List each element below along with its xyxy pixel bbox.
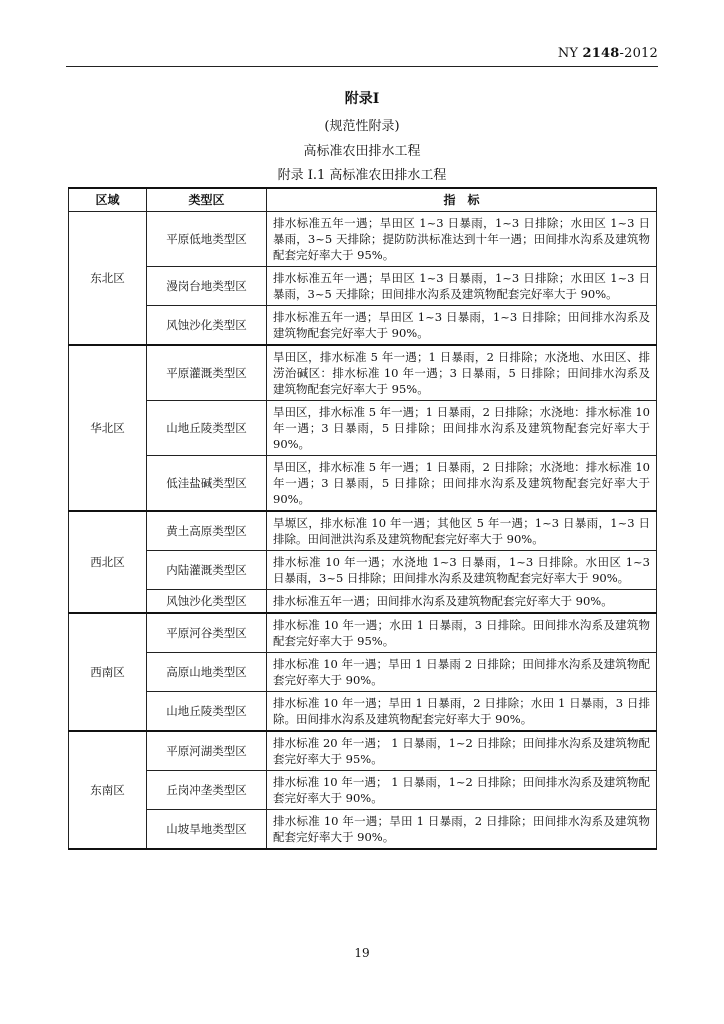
indicator-cell: 排水标准 10 年一遇； 1 日暴雨，1~2 日排除；田间排水沟系及建筑物配套完好率大于 90%。: [267, 771, 657, 810]
table-row: [69, 511, 657, 551]
drainage-table: [68, 187, 657, 850]
table-row: [69, 456, 657, 512]
indicator-cell: 排水标准 10 年一遇；旱田 1 日暴雨，2 日排除；田间排水沟系及建筑物配套完好率大于 90%。: [267, 810, 657, 850]
table-body: [69, 212, 657, 850]
table-row: [69, 613, 657, 653]
indicator-cell: 排水标准五年一遇；田间排水沟系及建筑物配套完好率大于 90%。: [267, 590, 657, 614]
standard-year: -2012: [619, 46, 658, 61]
type-cell: 内陆灌溉类型区: [147, 551, 267, 590]
table-row: [69, 771, 657, 810]
table-row: [69, 653, 657, 692]
standard-number: 2148: [582, 46, 620, 61]
indicator-cell: 排水标准五年一遇；旱田区 1~3 日暴雨，1~3 日排除；水田区 1~3 日暴雨，3~5 天排除；提防防洪标准达到十年一遇；田间排水沟系及建筑物配套完好率大于 95%。: [267, 212, 657, 267]
indicator-cell: 旱田区，排水标准 5 年一遇；1 日暴雨，2 日排除；水浇地：排水标准 10 年一遇；3 日暴雨，5 日排除；田间排水沟系及建筑物配套完好率大于 90%。: [267, 401, 657, 456]
table-row: [69, 267, 657, 306]
indicator-cell: 排水标准 10 年一遇；水田 1 日暴雨，3 日排除。田间排水沟系及建筑物配套完好率大于 95%。: [267, 613, 657, 653]
table-row: [69, 731, 657, 771]
page-number: 19: [354, 946, 370, 960]
indicator-cell: 旱田区，排水标准 5 年一遇；1 日暴雨，2 日排除；水浇地：排水标准 10 年一遇；3 日暴雨，5 日排除；田间排水沟系及建筑物配套完好率大于 90%。: [267, 456, 657, 512]
table-row: [69, 590, 657, 614]
header-region: 区域: [69, 188, 147, 212]
region-cell: 东南区: [69, 731, 147, 849]
table-title: 附录 I.1 高标准农田排水工程: [277, 168, 447, 183]
table-row: [69, 810, 657, 850]
indicator-cell: 旱田区，排水标准 5 年一遇；1 日暴雨，2 日排除；水浇地、水田区、排涝治碱区：排水标准 10 年一遇；3 日暴雨，5 日排除；田间排水沟系及建筑物配套完好率大于 95%。: [267, 345, 657, 401]
region-cell: 西北区: [69, 511, 147, 613]
indicator-cell: 排水标准五年一遇；旱田区 1~3 日暴雨，1~3 日排除；水田区 1~3 日暴雨，3~5 天排除；田间排水沟系及建筑物配套完好率大于 90%。: [267, 267, 657, 306]
type-cell: 山地丘陵类型区: [147, 401, 267, 456]
indicator-cell: 排水标准 10 年一遇；旱田 1 日暴雨，2 日排除；水田 1 日暴雨，3 日排除。田间排水沟系及建筑物配套完好率大于 90%。: [267, 692, 657, 732]
appendix-subject: 高标准农田排水工程: [303, 144, 421, 159]
table-row: [69, 551, 657, 590]
type-cell: 平原河湖类型区: [147, 731, 267, 771]
header-rule: [66, 66, 658, 67]
header-indicator: 指 标: [267, 188, 657, 212]
table-header-row: [69, 188, 657, 212]
type-cell: 山地丘陵类型区: [147, 692, 267, 732]
indicator-cell: 排水标准五年一遇；旱田区 1~3 日暴雨，1~3 日排除；田间排水沟系及建筑物配套完好率大于 90%。: [267, 306, 657, 346]
type-cell: 山坡旱地类型区: [147, 810, 267, 850]
header-type: 类型区: [147, 188, 267, 212]
type-cell: 低洼盐碱类型区: [147, 456, 267, 512]
indicator-cell: 排水标准 20 年一遇； 1 日暴雨，1~2 日排除；田间排水沟系及建筑物配套完好率大于 95%。: [267, 731, 657, 771]
type-cell: 平原灌溉类型区: [147, 345, 267, 401]
table-row: [69, 692, 657, 732]
table-row: [69, 306, 657, 346]
appendix-title: 附录I: [344, 91, 380, 107]
type-cell: 黄土高原类型区: [147, 511, 267, 551]
type-cell: 平原河谷类型区: [147, 613, 267, 653]
standard-code: [558, 46, 658, 61]
type-cell: 高原山地类型区: [147, 653, 267, 692]
region-cell: 华北区: [69, 345, 147, 511]
standard-prefix: NY: [557, 46, 583, 61]
type-cell: 风蚀沙化类型区: [147, 306, 267, 346]
region-cell: 西南区: [69, 613, 147, 731]
region-cell: 东北区: [69, 212, 147, 346]
indicator-cell: 旱塬区，排水标准 10 年一遇；其他区 5 年一遇；1~3 日暴雨，1~3 日排除。田间泄洪沟系及建筑物配套完好率大于 90%。: [267, 511, 657, 551]
table-row: [69, 401, 657, 456]
indicator-cell: 排水标准 10 年一遇；旱田 1 日暴雨 2 日排除；田间排水沟系及建筑物配套完好率大于 90%。: [267, 653, 657, 692]
type-cell: 平原低地类型区: [147, 212, 267, 267]
type-cell: 风蚀沙化类型区: [147, 590, 267, 614]
type-cell: 漫岗台地类型区: [147, 267, 267, 306]
table-row: [69, 345, 657, 401]
type-cell: 丘岗冲垄类型区: [147, 771, 267, 810]
appendix-type: (规范性附录): [324, 119, 400, 134]
table-row: [69, 212, 657, 267]
indicator-cell: 排水标准 10 年一遇；水浇地 1~3 日暴雨，1~3 日排除。水田区 1~3 日暴雨，3~5 日排除；田间排水沟系及建筑物配套完好率大于 90%。: [267, 551, 657, 590]
